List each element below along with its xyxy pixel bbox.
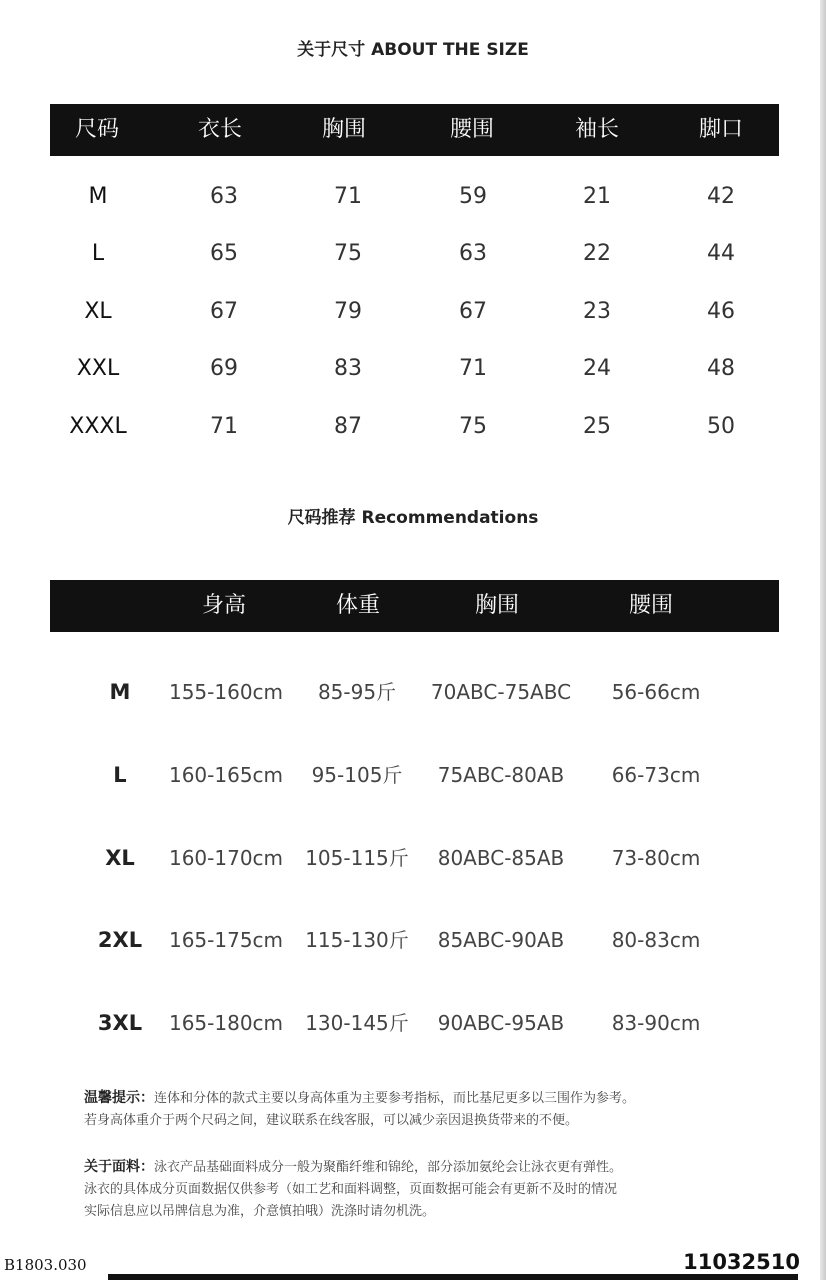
size-cell: XXXL bbox=[69, 414, 127, 439]
waist-cell: 80-83cm bbox=[611, 928, 701, 952]
table-row bbox=[0, 920, 826, 960]
hem-cell: 44 bbox=[707, 241, 735, 266]
table-row bbox=[0, 1003, 826, 1043]
product-code: B1803.030 bbox=[4, 1256, 87, 1274]
waist-cell: 71 bbox=[459, 356, 487, 381]
waist-cell: 67 bbox=[459, 299, 487, 324]
header-size: 尺码 bbox=[74, 117, 120, 142]
height-cell: 165-180cm bbox=[168, 1011, 284, 1035]
length-cell: 63 bbox=[210, 184, 238, 209]
table-row bbox=[0, 838, 826, 878]
sleeve-cell: 23 bbox=[583, 299, 611, 324]
size-cell: XXL bbox=[76, 356, 120, 381]
header-bust: 胸围 bbox=[474, 593, 520, 618]
table-row bbox=[0, 177, 826, 217]
size-chart-title: 关于尺寸 ABOUT THE SIZE bbox=[297, 40, 529, 60]
bust-cell: 71 bbox=[334, 184, 362, 209]
bust-cell: 83 bbox=[334, 356, 362, 381]
bust-cell: 70ABC-75ABC bbox=[430, 680, 572, 704]
hem-cell: 50 bbox=[707, 414, 735, 439]
fabric-line-3: 实际信息应以吊牌信息为准，介意慎拍哦）洗涤时请勿机洗。 bbox=[84, 1204, 436, 1219]
footer-number: 11032510 bbox=[683, 1250, 800, 1274]
table-row bbox=[0, 234, 826, 274]
header-length: 衣长 bbox=[197, 117, 243, 142]
height-cell: 165-175cm bbox=[168, 928, 284, 952]
length-cell: 71 bbox=[210, 414, 238, 439]
header-sleeve: 袖长 bbox=[574, 117, 620, 142]
weight-cell: 115-130斤 bbox=[305, 928, 409, 952]
header-height: 身高 bbox=[201, 593, 247, 618]
bust-cell: 85ABC-90AB bbox=[437, 928, 565, 952]
size-cell: XL bbox=[105, 846, 135, 870]
bust-cell: 75ABC-80AB bbox=[437, 763, 565, 787]
weight-cell: 130-145斤 bbox=[305, 1011, 409, 1035]
header-waist: 腰围 bbox=[628, 593, 674, 618]
waist-cell: 66-73cm bbox=[611, 763, 701, 787]
fabric-line-2: 泳衣的具体成分页面数据仅供参考（如工艺和面料调整，页面数据可能会有更新不及时的情况 bbox=[84, 1182, 618, 1197]
size-cell: L bbox=[91, 241, 105, 266]
header-waist: 腰围 bbox=[449, 117, 495, 142]
recommendations-header bbox=[50, 580, 779, 632]
size-cell: 2XL bbox=[97, 928, 143, 952]
height-cell: 155-160cm bbox=[168, 680, 284, 704]
hem-cell: 42 bbox=[707, 184, 735, 209]
tip-line-2: 若身高体重介于两个尺码之间，建议联系在线客服，可以减少亲因退换货带来的不便。 bbox=[84, 1113, 579, 1128]
bust-cell: 79 bbox=[334, 299, 362, 324]
bust-cell: 90ABC-95AB bbox=[437, 1011, 565, 1035]
header-weight: 体重 bbox=[335, 593, 381, 618]
bust-cell: 80ABC-85AB bbox=[437, 846, 565, 870]
weight-cell: 105-115斤 bbox=[305, 846, 409, 870]
waist-cell: 83-90cm bbox=[611, 1011, 701, 1035]
size-cell: M bbox=[88, 184, 108, 209]
weight-cell: 95-105斤 bbox=[311, 763, 403, 787]
size-cell: M bbox=[109, 680, 131, 704]
sleeve-cell: 21 bbox=[583, 184, 611, 209]
sleeve-cell: 22 bbox=[583, 241, 611, 266]
length-cell: 65 bbox=[210, 241, 238, 266]
table-row bbox=[0, 407, 826, 447]
size-chart-header bbox=[50, 104, 779, 156]
waist-cell: 59 bbox=[459, 184, 487, 209]
tip-label: 温馨提示： bbox=[84, 1090, 154, 1106]
length-cell: 67 bbox=[210, 299, 238, 324]
recommendations-title: 尺码推荐 Recommendations bbox=[287, 508, 539, 528]
hem-cell: 46 bbox=[707, 299, 735, 324]
waist-cell: 63 bbox=[459, 241, 487, 266]
waist-cell: 75 bbox=[459, 414, 487, 439]
table-row bbox=[0, 349, 826, 389]
weight-cell: 85-95斤 bbox=[317, 680, 397, 704]
tip-line-1: 连体和分体的款式主要以身高体重为主要参考指标，而比基尼更多以三围作为参考。 bbox=[154, 1091, 636, 1106]
tip-note bbox=[84, 1087, 784, 1132]
fabric-line-1: 泳衣产品基础面料成分一般为聚酯纤维和锦纶，部分添加氨纶会让泳衣更有弹性。 bbox=[154, 1160, 623, 1175]
footer-divider bbox=[108, 1274, 798, 1280]
size-cell: 3XL bbox=[97, 1011, 143, 1035]
fabric-note bbox=[84, 1156, 784, 1223]
bust-cell: 75 bbox=[334, 241, 362, 266]
waist-cell: 73-80cm bbox=[611, 846, 701, 870]
size-cell: XL bbox=[84, 299, 112, 324]
height-cell: 160-165cm bbox=[168, 763, 284, 787]
table-row bbox=[0, 755, 826, 795]
sleeve-cell: 25 bbox=[583, 414, 611, 439]
hem-cell: 48 bbox=[707, 356, 735, 381]
fabric-label: 关于面料： bbox=[84, 1159, 154, 1175]
table-row bbox=[0, 672, 826, 712]
height-cell: 160-170cm bbox=[168, 846, 284, 870]
header-hem: 脚口 bbox=[698, 117, 744, 142]
table-row bbox=[0, 292, 826, 332]
sleeve-cell: 24 bbox=[583, 356, 611, 381]
bust-cell: 87 bbox=[334, 414, 362, 439]
header-bust: 胸围 bbox=[321, 117, 367, 142]
waist-cell: 56-66cm bbox=[611, 680, 701, 704]
length-cell: 69 bbox=[210, 356, 238, 381]
size-cell: L bbox=[113, 763, 127, 787]
